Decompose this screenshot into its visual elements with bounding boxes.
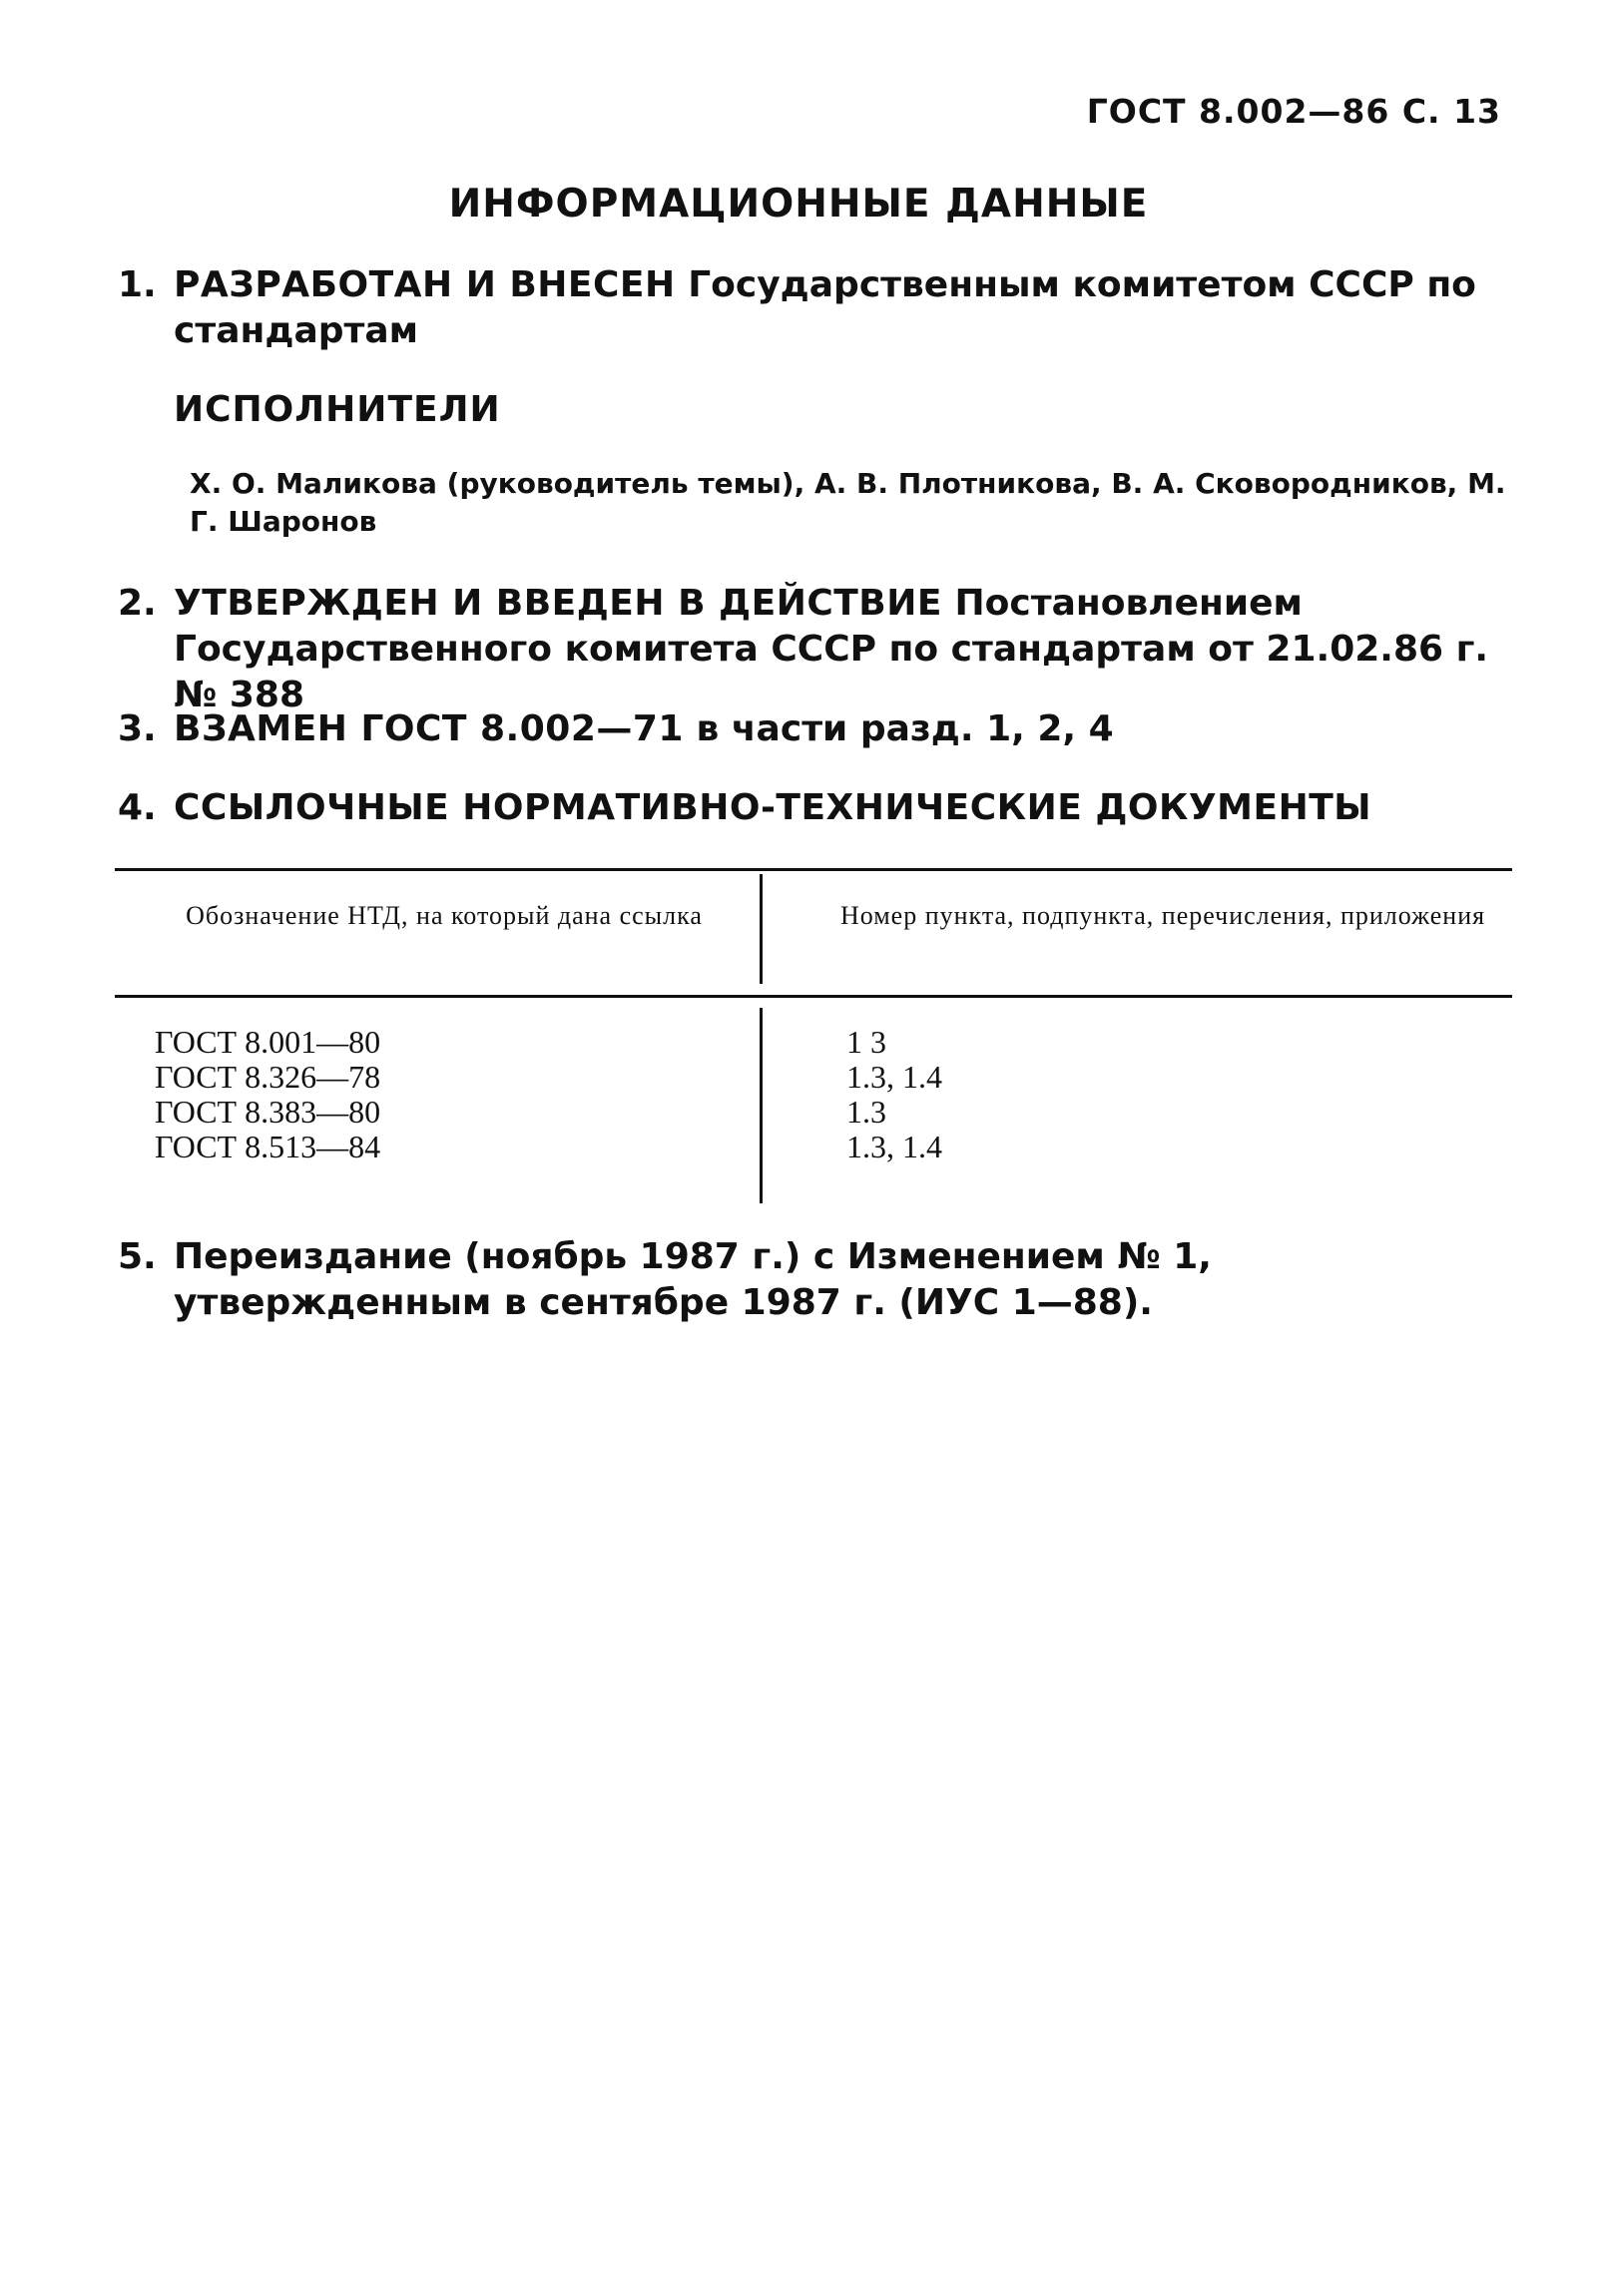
- item-text: Переиздание (ноябрь 1987 г.) с Изменением № 1, утвержденным в сентябре 1987 г. (ИУС 1—88).: [174, 1236, 1212, 1323]
- table-cell-clause: 1.3, 1.4: [846, 1129, 942, 1164]
- item-body: [174, 262, 1510, 354]
- item-reissue: [118, 1234, 1510, 1326]
- item-caps: ССЫЛОЧНЫЕ НОРМАТИВНО-ТЕХНИЧЕСКИЕ ДОКУМЕНТЫ: [174, 787, 1372, 828]
- document-title: ИНФОРМАЦИОННЫЕ ДАННЫЕ: [448, 182, 1149, 227]
- item-replaces: [118, 706, 1510, 752]
- table-header-clause: Номер пункта, подпункта, перечисления, приложения: [839, 901, 1486, 930]
- item-body: [174, 785, 1510, 831]
- table-header-rule: [115, 995, 1512, 998]
- table-header-document: Обозначение НТД, на который дана ссылка: [186, 901, 703, 930]
- executors-heading: ИСПОЛНИТЕЛИ: [174, 389, 501, 430]
- table-column-divider: [760, 874, 763, 984]
- table-cell-clause: 1.3, 1.4: [846, 1059, 942, 1095]
- table-cell-clause: 1.3: [846, 1094, 886, 1130]
- item-body: [174, 581, 1510, 718]
- item-approved: [118, 581, 1510, 718]
- table-row: [115, 1095, 1512, 1130]
- table-cell-document: ГОСТ 8.513—84: [155, 1129, 381, 1164]
- table-cell-document: ГОСТ 8.001—80: [155, 1024, 381, 1060]
- item-caps: ВЗАМЕН ГОСТ 8.002—71: [174, 708, 684, 749]
- table-body: [115, 1025, 1512, 1164]
- executors-names: Х. О. Маликова (руководитель темы), А. В. Плотникова, В. А. Сковородников, М. Г. Шаронов: [190, 467, 1506, 538]
- item-developed: [118, 262, 1510, 354]
- item-number: 5.: [118, 1236, 157, 1277]
- table-row: [115, 1130, 1512, 1164]
- table-row: [115, 1025, 1512, 1060]
- item-body: [174, 1234, 1510, 1326]
- item-number: 1.: [118, 264, 157, 305]
- table-row: [115, 1060, 1512, 1095]
- item-text: в части разд. 1, 2, 4: [696, 708, 1114, 749]
- item-body: [174, 706, 1510, 752]
- item-caps: РАЗРАБОТАН И ВНЕСЕН: [174, 264, 676, 305]
- item-references: [118, 785, 1510, 831]
- table-top-rule: [115, 868, 1512, 871]
- item-number: 3.: [118, 708, 157, 749]
- item-number: 2.: [118, 583, 157, 624]
- table-cell-clause: 1 3: [846, 1024, 886, 1060]
- item-text: Государственным комитетом СССР по стандартам: [174, 264, 1476, 351]
- item-number: 4.: [118, 787, 157, 828]
- item-text: Постановлением Государственного комитета СССР по стандартам от 21.02.86 г. № 388: [174, 583, 1489, 715]
- reference-table: [115, 868, 1512, 1205]
- item-caps: УТВЕРЖДЕН И ВВЕДЕН В ДЕЙСТВИЕ: [174, 583, 942, 624]
- table-cell-document: ГОСТ 8.383—80: [155, 1094, 381, 1130]
- table-cell-document: ГОСТ 8.326—78: [155, 1059, 381, 1095]
- page-header: ГОСТ 8.002—86 С. 13: [1086, 92, 1501, 131]
